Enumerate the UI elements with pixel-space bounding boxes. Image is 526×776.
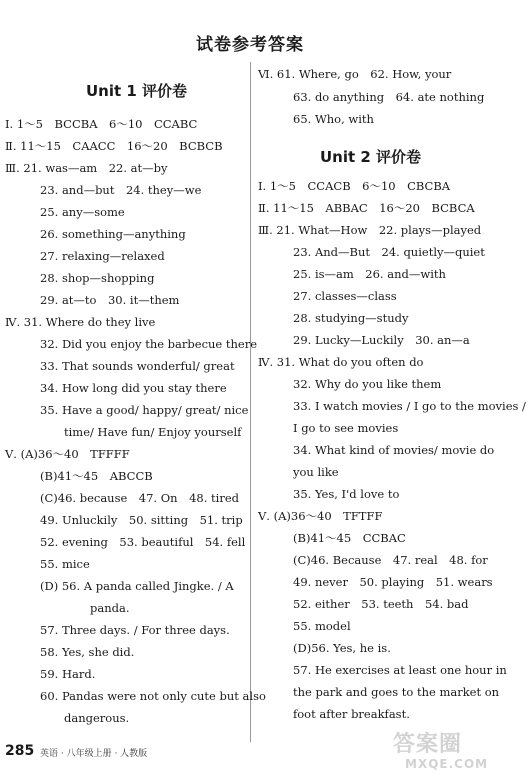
watermark-logo: 答案圈 xyxy=(393,732,463,757)
answer-line: (D) 56. A panda called Jingke. / A xyxy=(40,579,234,593)
unit2-heading: Unit 2 评价卷 xyxy=(320,148,422,166)
answer-line: 60. Pandas were not only cute but also xyxy=(40,689,266,703)
answer-line: Ⅳ. 31. Where do they live xyxy=(5,315,156,329)
answer-line: 33. I watch movies / I go to the movies / xyxy=(293,399,526,413)
answer-line: foot after breakfast. xyxy=(293,707,410,721)
answer-line: (C)46. Because 47. real 48. for xyxy=(293,553,488,567)
answer-line: 29. at—to 30. it—them xyxy=(40,293,180,307)
answer-line: Ⅲ. 21. was—am 22. at—by xyxy=(5,161,168,175)
answer-line: Ⅴ. (A)36～40 TFTFF xyxy=(258,509,383,523)
answer-line: 34. What kind of movies/ movie do xyxy=(293,443,495,457)
answer-line: Ⅴ. (A)36～40 TFFFF xyxy=(5,447,130,461)
answer-line: 55. model xyxy=(293,619,351,633)
unit1-heading: Unit 1 评价卷 xyxy=(86,82,188,100)
answer-line: 27. relaxing—relaxed xyxy=(40,249,165,263)
answer-line: 35. Yes, I'd love to xyxy=(293,487,400,501)
answer-line: Ⅰ. 1～5 BCCBA 6～10 CCABC xyxy=(5,117,198,131)
answer-line: 23. And—But 24. quietly—quiet xyxy=(293,245,485,259)
answer-line: dangerous. xyxy=(64,711,130,725)
answer-line: 32. Why do you like them xyxy=(293,377,442,391)
answer-line: 28. shop—shopping xyxy=(40,271,155,285)
answer-line: 35. Have a good/ happy/ great/ nice xyxy=(40,403,249,417)
answer-line: (B)41～45 ABCCB xyxy=(40,469,153,483)
answer-line: Ⅳ. 31. What do you often do xyxy=(258,355,424,369)
answer-line: 34. How long did you stay there xyxy=(40,381,227,395)
answer-line: 49. never 50. playing 51. wears xyxy=(293,575,493,589)
answer-line: 52. either 53. teeth 54. bad xyxy=(293,597,469,611)
answer-line: Ⅰ. 1～5 CCACB 6～10 CBCBA xyxy=(258,179,451,193)
answer-line: 63. do anything 64. ate nothing xyxy=(293,90,485,104)
answer-line: (B)41～45 CCBAC xyxy=(293,531,406,545)
footer-book-info: 英语 · 八年级上册 · 人教版 xyxy=(40,749,148,759)
answer-line: the park and goes to the market on xyxy=(293,685,500,699)
answer-line: 25. is—am 26. and—with xyxy=(293,267,446,281)
watermark-url: MXQE.COM xyxy=(405,757,489,771)
answer-line: 57. Three days. / For three days. xyxy=(40,623,230,637)
answer-line: you like xyxy=(293,465,339,479)
page-title: 试卷参考答案 xyxy=(196,35,304,55)
answer-line: 57. He exercises at least one hour in xyxy=(293,663,507,677)
answer-line: 32. Did you enjoy the barbecue there xyxy=(40,337,258,351)
column-divider xyxy=(250,62,251,742)
answer-line: 29. Lucky—Luckily 30. an—a xyxy=(293,333,470,347)
answer-line: 27. classes—class xyxy=(293,289,397,303)
answer-line: 65. Who, with xyxy=(293,112,374,126)
answer-line: 33. That sounds wonderful/ great xyxy=(40,359,235,373)
answer-line: Ⅲ. 21. What—How 22. plays—played xyxy=(258,223,482,237)
answer-line: time/ Have fun/ Enjoy yourself xyxy=(64,425,242,439)
answer-line: panda. xyxy=(90,601,130,615)
answer-line: 49. Unluckily 50. sitting 51. trip xyxy=(40,513,243,527)
page-number: 285 xyxy=(5,743,35,759)
answer-line: 58. Yes, she did. xyxy=(40,645,135,659)
answer-line: (C)46. because 47. On 48. tired xyxy=(40,491,239,505)
answer-line: I go to see movies xyxy=(293,421,399,435)
answer-line: 23. and—but 24. they—we xyxy=(40,183,202,197)
answer-line: 25. any—some xyxy=(40,205,125,219)
answer-line: 26. something—anything xyxy=(40,227,186,241)
answer-line: 28. studying—study xyxy=(293,311,409,325)
answer-line: 55. mice xyxy=(40,557,90,571)
answer-line: 52. evening 53. beautiful 54. fell xyxy=(40,535,246,549)
answer-line: Ⅱ. 11～15 CAACC 16～20 BCBCB xyxy=(5,139,223,153)
answer-line: 59. Hard. xyxy=(40,667,96,681)
answer-line: Ⅵ. 61. Where, go 62. How, your xyxy=(258,67,452,81)
answer-line: (D)56. Yes, he is. xyxy=(293,641,391,655)
answer-line: Ⅱ. 11～15 ABBAC 16～20 BCBCA xyxy=(258,201,475,215)
